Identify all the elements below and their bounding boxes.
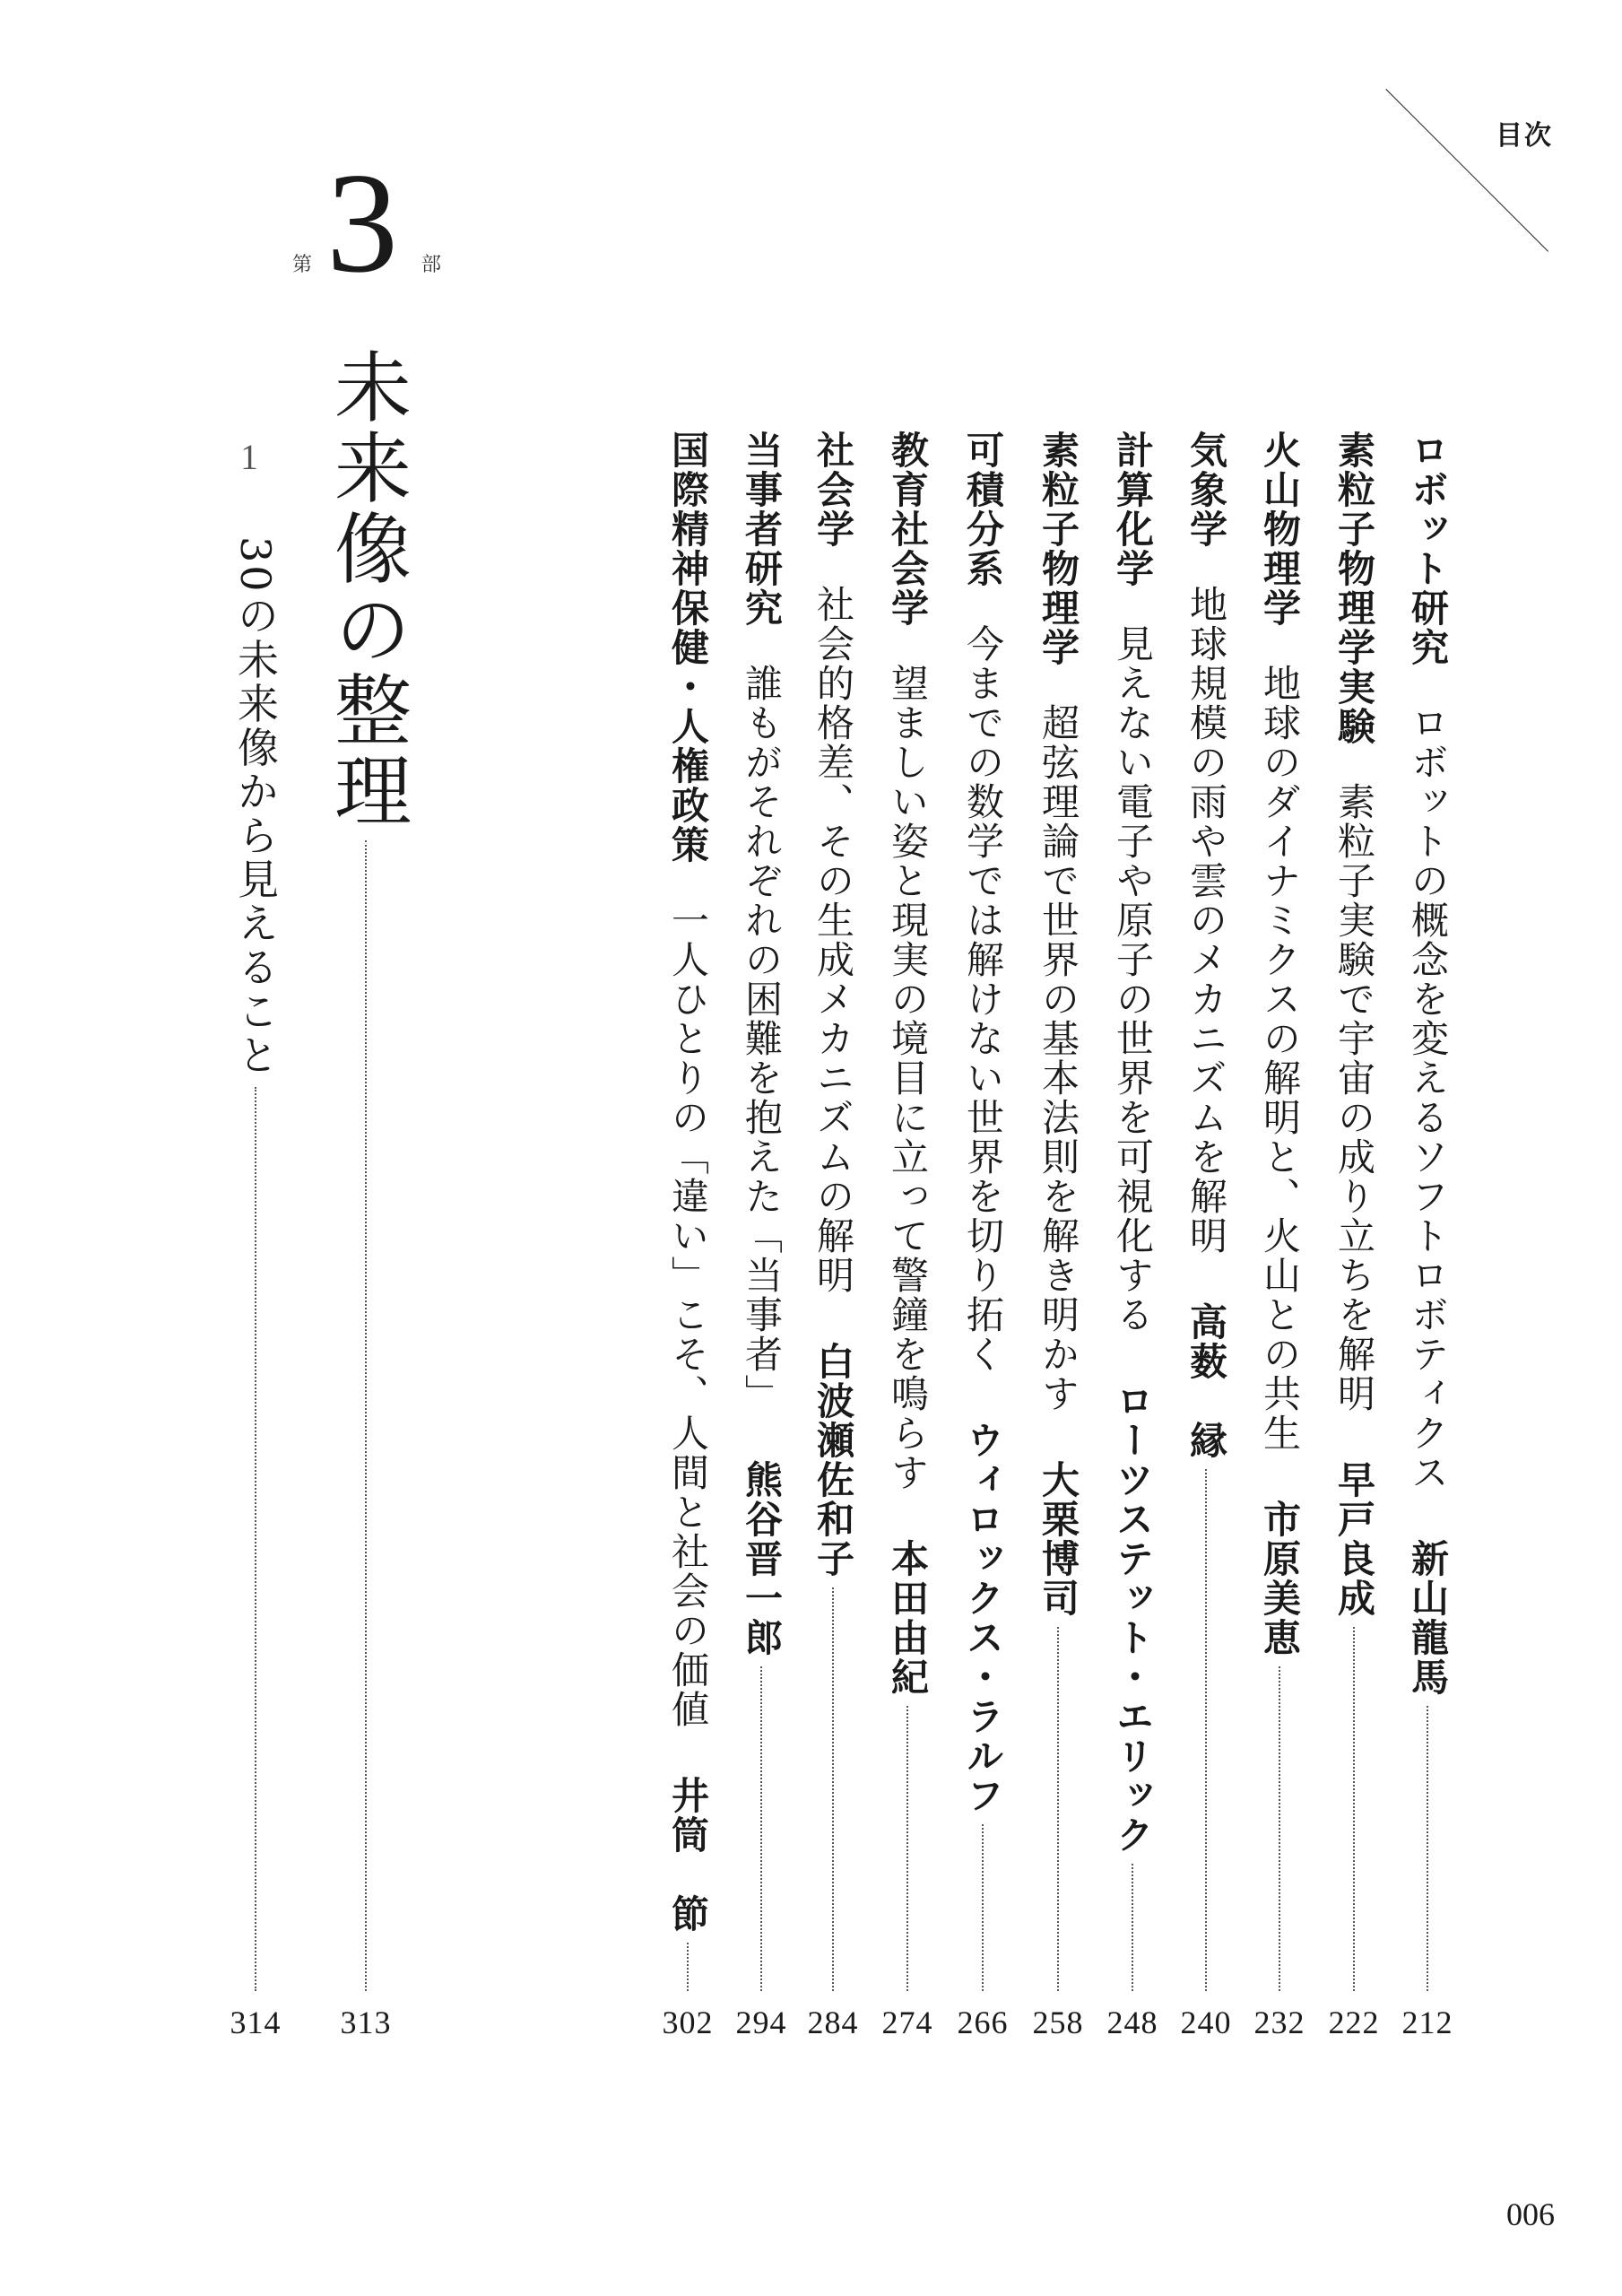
page-number: 266 (957, 2005, 1009, 2040)
field-label: 社会学 (811, 430, 855, 549)
folio: 006 (1506, 2196, 1555, 2232)
author-name: 白波瀬佐和子 (811, 1342, 855, 1578)
chapter-title: 超弦理論で世界の基本法則を解き明かす (1037, 703, 1080, 1413)
toc-entry[interactable] (1327, 430, 1381, 1991)
page-number: 284 (807, 2005, 859, 2040)
section-number: 1 (240, 437, 258, 477)
dot-leader (1132, 1864, 1133, 1991)
toc-entry[interactable] (661, 430, 715, 1991)
field-label: 教育社会学 (886, 430, 930, 628)
field-label: 国際精神保健・人権政策 (666, 430, 710, 865)
author-name: 本田由紀 (886, 1539, 930, 1697)
field-label: ロボット研究 (1406, 430, 1450, 667)
toc-entry[interactable] (734, 430, 788, 1991)
author-name: 新山龍馬 (1406, 1539, 1450, 1697)
page-number: 274 (881, 2005, 933, 2040)
dot-leader (1353, 1627, 1355, 1991)
part-suffix: 部 (421, 254, 442, 276)
chapter-title: 地球のダイナミクスの解明と、火山との共生 (1258, 664, 1302, 1453)
chapter-title: ロボットの概念を変えるソフトロボティクス (1406, 703, 1450, 1492)
field-label: 計算化学 (1111, 430, 1155, 588)
page-number: 240 (1180, 2005, 1232, 2040)
chapter-title: 素粒子実験で宇宙の成り立ちを解明 (1332, 782, 1376, 1413)
field-label: 気象学 (1184, 430, 1228, 549)
chapter-title: 望ましい姿と現実の境目に立って警鐘を鳴らす (886, 664, 930, 1492)
chapter-title: 今までの数学では解けない世界を切り拓く (961, 624, 1005, 1374)
author-name: 市原美恵 (1258, 1500, 1302, 1657)
author-name: 井筒 節 (666, 1776, 710, 1934)
dot-leader (832, 1587, 834, 1991)
author-name: 熊谷晋一郎 (740, 1460, 784, 1657)
part-title-entry[interactable] (321, 347, 411, 1991)
dot-leader (1205, 1469, 1207, 1991)
chapter-title: 見えない電子や原子の世界を可視化する (1111, 624, 1155, 1335)
page-number: 313 (340, 2005, 392, 2040)
dot-leader (687, 1943, 689, 1991)
page-number: 212 (1401, 2005, 1453, 2040)
field-label: 可積分系 (961, 430, 1005, 588)
toc-entry[interactable] (880, 430, 934, 1991)
section-title: 30の未来像から見えること (231, 536, 280, 1078)
toc-entry[interactable] (1253, 430, 1306, 1991)
dot-leader (1057, 1627, 1059, 1991)
field-label: 当事者研究 (740, 430, 784, 628)
toc-entry[interactable] (1179, 430, 1233, 1991)
header-label: 目次 (1496, 120, 1553, 152)
chapter-title: 誰もがそれぞれの困難を抱えた「当事者」 (740, 664, 784, 1413)
author-name: ウィロックス・ラルフ (961, 1421, 1005, 1815)
dot-leader (255, 1087, 256, 1991)
field-label: 素粒子物理学 (1037, 430, 1080, 667)
page-number: 222 (1328, 2005, 1380, 2040)
chapter-title: 地球規模の雨や雲のメカニズムを解明 (1184, 585, 1228, 1256)
page-number: 314 (230, 2005, 282, 2040)
toc-entry[interactable] (806, 430, 860, 1991)
toc-entry[interactable] (1106, 430, 1159, 1991)
field-label: 火山物理学 (1258, 430, 1302, 628)
dot-leader (906, 1706, 908, 1991)
author-name: 大栗博司 (1037, 1460, 1080, 1618)
author-name: 高薮 縁 (1184, 1302, 1228, 1460)
page-number: 232 (1253, 2005, 1305, 2040)
field-label: 素粒子物理学実験 (1332, 430, 1376, 746)
toc-entry[interactable] (956, 430, 1010, 1991)
author-name: ローツステット・エリック (1111, 1381, 1155, 1855)
part-prefix: 第 (292, 254, 313, 276)
toc-entry[interactable] (1401, 430, 1454, 1991)
page-number: 294 (735, 2005, 787, 2040)
dot-leader (760, 1666, 762, 1991)
page-number: 258 (1032, 2005, 1084, 2040)
page-number: 248 (1106, 2005, 1158, 2040)
chapter-title: 一人ひとりの「違い」こそ、人間と社会の価値 (666, 900, 710, 1729)
part-title: 未来像の整理 (321, 347, 411, 831)
chapter-title: 社会的格差、その生成メカニズムの解明 (811, 585, 855, 1295)
author-name: 早戸良成 (1332, 1460, 1376, 1618)
dot-leader (1279, 1666, 1280, 1991)
toc-entry[interactable] (1031, 430, 1085, 1991)
dot-leader (982, 1824, 984, 1991)
part-number: 3 (326, 143, 398, 302)
dot-leader (1427, 1706, 1428, 1991)
section-entry[interactable] (231, 536, 280, 1991)
dot-leader (365, 840, 367, 1991)
page-number: 302 (662, 2005, 714, 2040)
